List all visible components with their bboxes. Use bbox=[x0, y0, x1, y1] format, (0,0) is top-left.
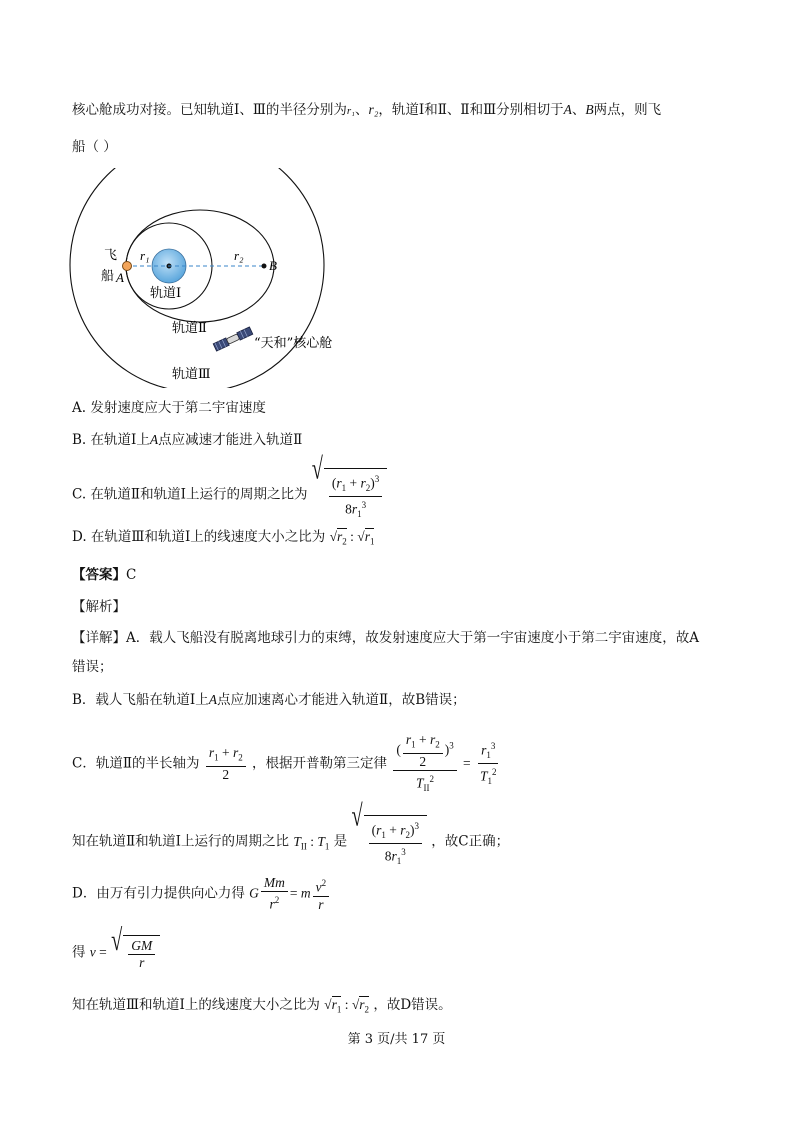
label-station: “天和”核心舱 bbox=[254, 336, 333, 351]
option-c: C. 在轨道Ⅱ和轨道Ⅰ上运行的周期之比为 √ $\frac{(r_1 + r_2)^3}{8r_1^3}$ bbox=[72, 468, 387, 522]
question-line-2: 船（ ） bbox=[72, 139, 117, 155]
detail-line-4: 知在轨道Ⅱ和轨道Ⅰ上运行的周期之比 $T_{II}$ : $T_1$ 是 √ $\frac{(r_1 + r_2)^3}{8r_1^3}$ ，故C正确； bbox=[72, 815, 509, 869]
label-orbit-2: 轨道Ⅱ bbox=[172, 321, 207, 336]
label-orbit-1: 轨道Ⅰ bbox=[150, 286, 182, 301]
label-orbit-3: 轨道Ⅲ bbox=[172, 367, 211, 382]
detail-line-1: 【详解】A．载人飞船没有脱离地球引力的束缚，故发射速度应大于第一宇宙速度小于第二宇宙速度，故A bbox=[72, 630, 699, 646]
label-r2: r₂ bbox=[234, 248, 244, 263]
label-ship-1: 飞 bbox=[104, 248, 118, 263]
detail-line-6: 得 v = √ $\frac{GM}{r}$ bbox=[72, 935, 160, 971]
kepler-formula: ( $\frac{r_1 + r_2}{2}$ )$^3$ $T_{II}^2$ bbox=[393, 732, 456, 796]
analysis-label: 【解析】 bbox=[72, 599, 126, 615]
orbit-diagram bbox=[68, 168, 368, 388]
point-b-dot bbox=[262, 264, 267, 269]
detail-line-1b: 错误； bbox=[72, 659, 113, 675]
label-point-a: A bbox=[116, 270, 124, 285]
option-b: B. 在轨道Ⅰ上A点应减速才能进入轨道Ⅱ bbox=[72, 432, 303, 448]
option-d-formula: $√r_2$ : $√r_1$ bbox=[329, 529, 375, 547]
label-ship-2: 船 bbox=[101, 269, 115, 284]
question-line-1: 核心舱成功对接。已知轨道Ⅰ、Ⅲ的半径分别为r₁、r₂，轨道Ⅰ和Ⅱ、Ⅱ和Ⅲ分别相切于A、B两点，则飞 bbox=[72, 102, 662, 118]
option-c-formula: √ $\frac{(r_1 + r_2)^3}{8r_1^3}$ bbox=[312, 468, 388, 522]
semi-major-axis-formula: $\frac{r_1 + r_2}{2}$ bbox=[206, 745, 246, 783]
option-d: D. 在轨道Ⅲ和轨道Ⅰ上的线速度大小之比为 $√r_2$ : $√r_1$ bbox=[72, 529, 375, 547]
detail-line-2: B．载人飞船在轨道Ⅰ上A点应加速离心才能进入轨道Ⅱ，故B错误； bbox=[72, 692, 466, 708]
space-station-icon bbox=[213, 327, 253, 351]
detail-line-5: D．由万有引力提供向心力得 G $\frac{Mm}{r^2}$ = m $\frac{v^2}{r}$ bbox=[72, 875, 331, 913]
page-number: 第 3 页/共 17 页 bbox=[347, 1032, 446, 1047]
option-a: A. 发射速度应大于第二宇宙速度 bbox=[72, 400, 266, 416]
period-ratio-formula: √ $\frac{(r_1 + r_2)^3}{8r_1^3}$ bbox=[351, 815, 427, 869]
answer-line: 【答案】C bbox=[72, 567, 137, 583]
label-r1: r₁ bbox=[140, 248, 150, 263]
label-point-b: B bbox=[269, 258, 277, 273]
velocity-formula: √ $\frac{GM}{r}$ bbox=[111, 935, 160, 971]
detail-line-3: C．轨道Ⅱ的半长轴为 $\frac{r_1 + r_2}{2}$ ，根据开普勒第三定律 ( $\frac{r_1 + r_2}{2}$ )$^3$ $T_{II}^2$ = $\frac{r_1^3}{T_1^2}$ bbox=[72, 732, 501, 796]
detail-line-7: 知在轨道Ⅲ和轨道Ⅰ上的线速度大小之比为 $√r_1$ : $√r_2$ ，故D错误。 bbox=[72, 997, 452, 1015]
